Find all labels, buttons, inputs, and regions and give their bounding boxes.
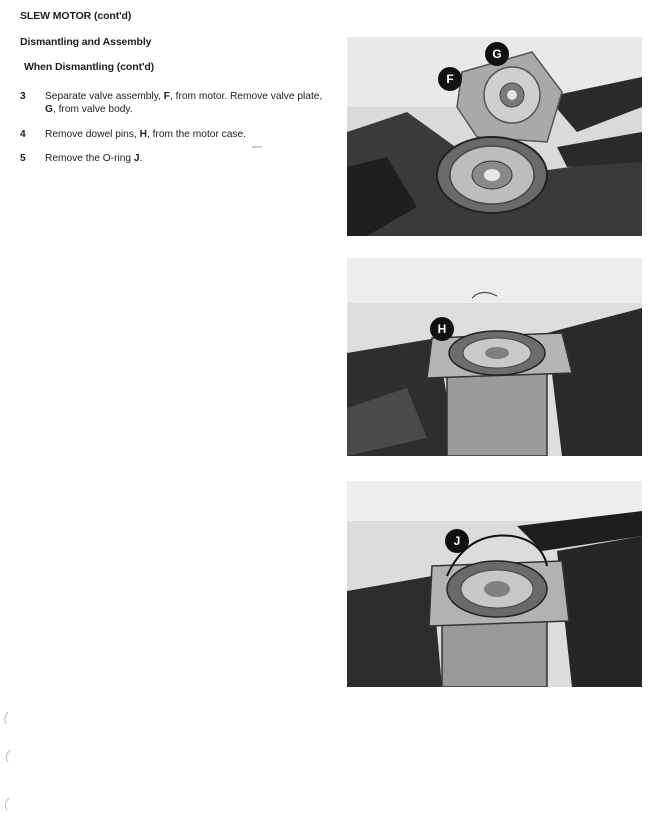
step-number: 5 bbox=[20, 153, 26, 164]
step-number: 4 bbox=[20, 129, 26, 140]
margin-marks bbox=[0, 710, 14, 830]
photo-dowel-pins bbox=[347, 258, 642, 456]
step-number: 3 bbox=[20, 91, 26, 102]
photo-o-ring bbox=[347, 481, 642, 687]
callout-h: H bbox=[437, 322, 447, 336]
step-text: Remove dowel pins, H, from the motor case. bbox=[45, 129, 247, 140]
photo-valve-assembly bbox=[347, 37, 642, 236]
step-text: Remove the O-ring J. bbox=[45, 153, 143, 164]
step-text: Separate valve assembly, F, from motor. Remove valve plate, G, from valve body. bbox=[45, 91, 323, 115]
subsection-heading: When Dismantling (cont'd) bbox=[24, 61, 155, 73]
callout-g: G bbox=[492, 47, 502, 61]
page-title: SLEW MOTOR (cont'd) bbox=[20, 10, 132, 22]
callout-f: F bbox=[446, 72, 454, 86]
scan-mark bbox=[250, 144, 270, 150]
step-3 bbox=[20, 90, 330, 116]
callout-j: J bbox=[453, 534, 461, 548]
section-heading: Dismantling and Assembly bbox=[20, 36, 152, 48]
step-4 bbox=[20, 128, 330, 141]
step-5 bbox=[20, 152, 330, 165]
